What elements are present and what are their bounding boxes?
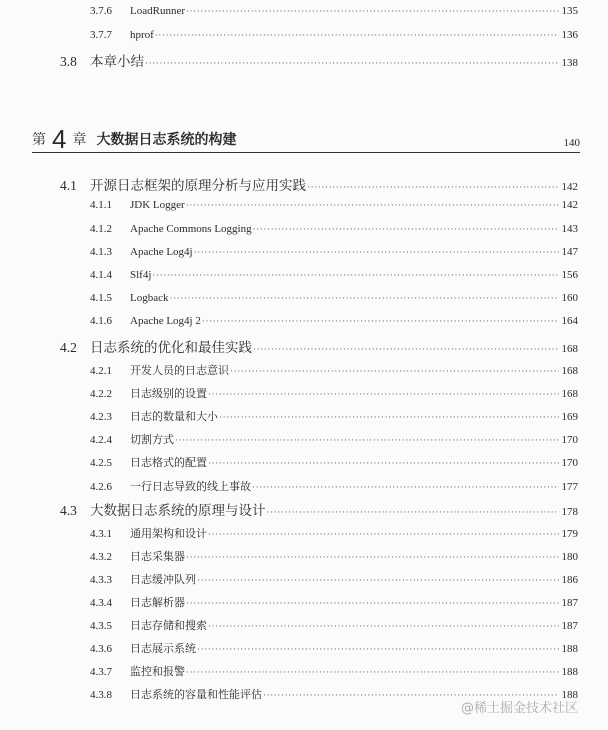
entry-number: 4.3.8 — [90, 689, 112, 701]
toc-entry — [90, 315, 578, 327]
toc-entry — [90, 594, 578, 610]
entry-number: 3.7.6 — [90, 5, 112, 17]
toc-entry — [90, 454, 578, 470]
entry-number: 4.3.4 — [90, 597, 112, 609]
section-title: 开源日志框架的原理分析与应用实践 — [90, 178, 306, 193]
chapter-number: 4 — [52, 124, 67, 154]
entry-title: JDK Logger — [130, 199, 185, 211]
dot-leader — [155, 29, 559, 41]
entry-number: 4.2.6 — [90, 481, 112, 493]
toc-entry — [90, 640, 578, 656]
entry-title: 日志解析器 — [130, 597, 185, 609]
dot-leader — [145, 54, 559, 70]
chapter-heading — [32, 124, 580, 154]
entry-number: 4.2.3 — [90, 411, 112, 423]
section-page: 138 — [561, 57, 578, 69]
entry-title: 日志级别的设置 — [130, 388, 207, 400]
chapter-title: 大数据日志系统的构建 — [96, 132, 237, 148]
toc-entry — [90, 385, 578, 401]
entry-title: 日志存储和搜索 — [130, 620, 207, 632]
section-number: 4.3 — [60, 503, 77, 518]
section-number: 4.1 — [60, 178, 77, 193]
entry-page: 136 — [561, 29, 578, 41]
chapter-page: 140 — [563, 137, 580, 149]
entry-title: 日志的数量和大小 — [130, 411, 218, 423]
toc-entry — [90, 269, 578, 281]
toc-entry — [90, 223, 578, 235]
toc-entry — [90, 199, 578, 211]
entry-page: 170 — [561, 434, 578, 446]
toc-entry — [90, 478, 578, 494]
dot-leader — [169, 292, 559, 304]
entry-page: 188 — [561, 689, 578, 701]
entry-number: 4.3.7 — [90, 666, 112, 678]
entry-title: 开发人员的日志意识 — [130, 365, 229, 377]
dot-leader — [186, 5, 559, 17]
entry-number: 4.3.1 — [90, 528, 112, 540]
entry-number: 4.1.5 — [90, 292, 112, 304]
entry-title: 日志格式的配置 — [130, 457, 207, 469]
toc-section — [60, 174, 578, 194]
entry-title: hprof — [130, 29, 154, 41]
entry-number: 4.3.6 — [90, 643, 112, 655]
entry-number: 4.2.5 — [90, 457, 112, 469]
toc-entry — [90, 408, 578, 424]
dot-leader — [208, 620, 559, 632]
entry-page: 168 — [561, 365, 578, 377]
entry-title: 日志缓冲队列 — [130, 574, 196, 586]
dot-leader — [253, 340, 559, 356]
entry-number: 4.1.3 — [90, 246, 112, 258]
dot-leader — [208, 457, 559, 469]
dot-leader — [186, 551, 559, 563]
toc-entry — [90, 571, 578, 587]
dot-leader — [230, 365, 559, 377]
section-title: 大数据日志系统的原理与设计 — [90, 503, 266, 518]
dot-leader — [253, 223, 559, 235]
section-number: 4.2 — [60, 340, 77, 355]
entry-title: 一行日志导致的线上事故 — [130, 481, 251, 493]
entry-title: 切割方式 — [130, 434, 174, 446]
entry-page: 143 — [561, 223, 578, 235]
entry-number: 4.1.1 — [90, 199, 112, 211]
entry-page: 164 — [561, 315, 578, 327]
dot-leader — [208, 528, 559, 540]
section-page: 178 — [561, 506, 578, 518]
section-title: 日志系统的优化和最佳实践 — [90, 340, 252, 355]
dot-leader — [208, 388, 559, 400]
section-number: 3.8 — [60, 54, 77, 69]
section-page: 142 — [561, 181, 578, 193]
entry-page: 142 — [561, 199, 578, 211]
entry-page: 180 — [561, 551, 578, 563]
entry-page: 179 — [561, 528, 578, 540]
toc-entry — [90, 246, 578, 258]
toc-section — [60, 499, 578, 519]
entry-number: 4.2.1 — [90, 365, 112, 377]
section-page: 168 — [561, 343, 578, 355]
chapter-suffix: 章 — [72, 132, 87, 148]
toc-section — [60, 336, 578, 356]
dot-leader — [186, 666, 559, 678]
toc-entry — [90, 29, 578, 41]
entry-number: 4.3.5 — [90, 620, 112, 632]
entry-page: 156 — [561, 269, 578, 281]
entry-title: Apache Commons Logging — [130, 223, 252, 235]
toc-entry — [90, 663, 578, 679]
entry-page: 187 — [561, 597, 578, 609]
entry-title: Slf4j — [130, 269, 152, 281]
entry-page: 187 — [561, 620, 578, 632]
toc-entry — [90, 362, 578, 378]
dot-leader — [202, 315, 559, 327]
dot-leader — [194, 246, 559, 258]
entry-title: Apache Log4j — [130, 246, 193, 258]
dot-leader — [267, 503, 560, 519]
dot-leader — [186, 199, 559, 211]
entry-number: 3.7.7 — [90, 29, 112, 41]
entry-page: 160 — [561, 292, 578, 304]
dot-leader — [175, 434, 559, 446]
watermark: @稀土掘金技术社区 — [460, 701, 578, 716]
entry-page: 188 — [561, 643, 578, 655]
entry-title: Logback — [130, 292, 169, 304]
entry-title: LoadRunner — [130, 5, 185, 17]
chapter-prefix: 第 — [32, 132, 46, 148]
dot-leader — [219, 411, 559, 423]
toc-entry — [90, 617, 578, 633]
dot-leader — [152, 269, 559, 281]
dot-leader — [186, 597, 559, 609]
entry-page: 147 — [561, 246, 578, 258]
entry-number: 4.1.6 — [90, 315, 112, 327]
entry-page: 169 — [561, 411, 578, 423]
dot-leader — [197, 574, 559, 586]
entry-page: 188 — [561, 666, 578, 678]
entry-number: 4.1.2 — [90, 223, 112, 235]
entry-number: 4.1.4 — [90, 269, 112, 281]
toc-entry — [90, 292, 578, 304]
entry-page: 170 — [561, 457, 578, 469]
entry-number: 4.2.4 — [90, 434, 112, 446]
entry-number: 4.2.2 — [90, 388, 112, 400]
toc-entry — [90, 5, 578, 17]
entry-number: 4.3.2 — [90, 551, 112, 563]
toc-entry — [90, 525, 578, 541]
entry-page: 186 — [561, 574, 578, 586]
entry-page: 177 — [561, 481, 578, 493]
entry-title: Apache Log4j 2 — [130, 315, 201, 327]
dot-leader — [197, 643, 559, 655]
entry-page: 135 — [561, 5, 578, 17]
entry-title: 通用架构和设计 — [130, 528, 207, 540]
section-title: 本章小结 — [90, 54, 144, 69]
entry-number: 4.3.3 — [90, 574, 112, 586]
entry-page: 168 — [561, 388, 578, 400]
entry-title: 监控和报警 — [130, 666, 185, 678]
entry-title: 日志系统的容量和性能评估 — [130, 689, 262, 701]
entry-title: 日志采集器 — [130, 551, 185, 563]
toc-section — [60, 50, 578, 70]
toc-entry — [90, 548, 578, 564]
dot-leader — [252, 481, 559, 493]
entry-title: 日志展示系统 — [130, 643, 196, 655]
dot-leader — [307, 178, 559, 194]
toc-entry — [90, 431, 578, 447]
